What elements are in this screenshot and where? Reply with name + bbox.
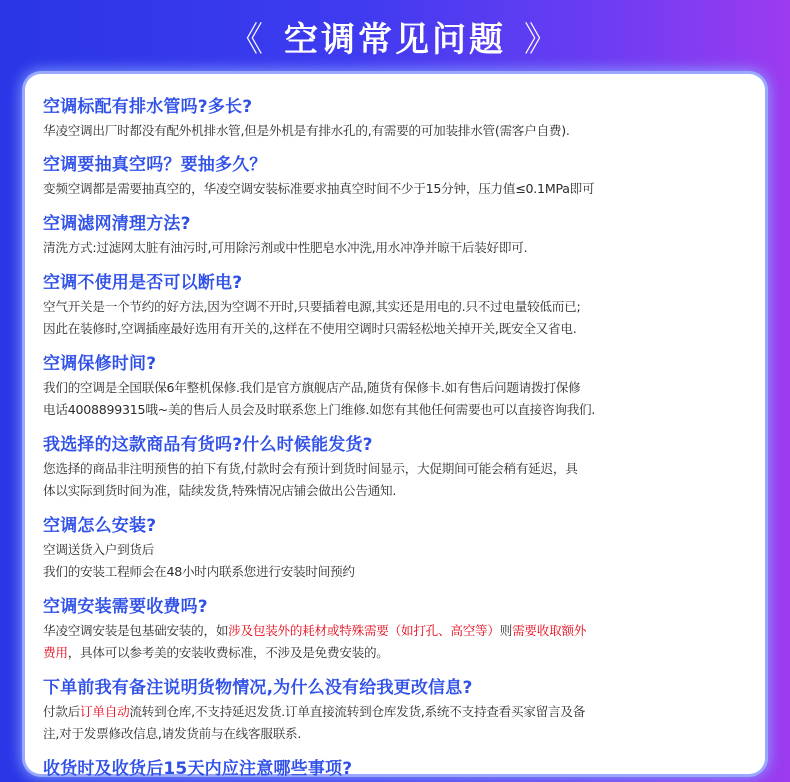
- faq-question: 空调要抽真空吗？要抽多久？: [43, 155, 267, 175]
- faq-answer-line: 注,对于发票修改信息,请发货前与在线客服联系.: [43, 726, 302, 741]
- faq-answer-line: 我们的空调是全国联保6年整机保修.我们是官方旗舰店产品,随货有保修卡.如有售后问题请拨打保修: [43, 380, 581, 395]
- highlight-text: 订单自动: [80, 704, 130, 719]
- faq-answer-line: 空调送货入户到货后: [43, 542, 155, 557]
- faq-item-installation: [43, 513, 747, 583]
- faq-answer-line: 我们的安装工程师会在48小时内联系您进行安装时间预约: [43, 564, 355, 579]
- faq-card: [25, 74, 765, 779]
- faq-item-vacuum: [43, 152, 747, 200]
- answer-text: ，具体可以参考美的安装收费标准，不涉及是免费安装的。: [67, 645, 389, 660]
- faq-item-order-notes: [43, 675, 747, 745]
- faq-question: 空调安装需要收费吗?: [43, 597, 208, 617]
- faq-question: 我选择的这款商品有货吗?什么时候能发货?: [43, 435, 373, 455]
- faq-answer-line: 您选择的商品非注明预售的拍下有货,付款时会有预计到货时间显示，大促期间可能会稍有延迟，具: [43, 461, 578, 476]
- faq-item-installation-fee: [43, 594, 747, 664]
- faq-question: 空调保修时间?: [43, 354, 157, 374]
- faq-answer-line: [43, 642, 747, 664]
- faq-answer-line: 清洗方式:过滤网太脏有油污时,可用除污剂或中性肥皂水冲洗,用水冲净并晾干后装好即可.: [43, 240, 528, 255]
- answer-text: 付款后: [43, 704, 81, 719]
- faq-item-receipt-notes: [43, 756, 747, 782]
- right-bracket: 》: [524, 19, 561, 60]
- faq-question: 空调标配有排水管吗?多长?: [43, 97, 253, 117]
- answer-text: 则: [499, 623, 513, 638]
- faq-item-filter-cleaning: [43, 211, 747, 259]
- faq-item-drain-pipe: [43, 94, 747, 142]
- faq-answer-line: 华凌空调出厂时都没有配外机排水管,但是外机是有排水孔的,有需要的可加装排水管(需客户自费).: [43, 123, 570, 138]
- page-header: [0, 0, 790, 72]
- faq-question: 收货时及收货后15天内应注意哪些事项?: [43, 759, 353, 779]
- faq-answer-line: 因此在装修时,空调插座最好选用有开关的,这样在不使用空调时只需轻松地关掉开关,既安全又省电.: [43, 321, 577, 336]
- faq-question: 空调怎么安装?: [43, 516, 157, 536]
- faq-answer-line: 变频空调都是需要抽真空的，华凌空调安装标准要求抽真空时间不少于15分钟，压力值≤0.1MPa即可: [43, 181, 595, 196]
- faq-question: 空调滤网清理方法?: [43, 214, 191, 234]
- answer-text: 流转到仓库,不支持延迟发货.订单直接流转到仓库发货,系统不支持查看买家留言及备: [129, 704, 586, 719]
- highlight-text: 涉及包装外的耗材或特殊需要（如打孔、高空等）: [228, 623, 500, 638]
- faq-answer-line: 空气开关是一个节约的好方法,因为空调不开时,只要插着电源,其实还是用电的.只不过电量较低而已;: [43, 299, 581, 314]
- highlight-text: 需要收取额外: [512, 623, 587, 638]
- faq-item-stock-shipping: [43, 432, 747, 502]
- faq-item-power-off: [43, 270, 747, 340]
- faq-answer-line: [43, 620, 747, 642]
- faq-item-warranty: [43, 351, 747, 421]
- faq-answer-line: 电话4008899315哦~美的售后人员会及时联系您上门维修.如您有其他任何需要也可以直接咨询我们.: [43, 402, 596, 417]
- faq-answer-line: [43, 701, 747, 723]
- faq-question: 空调不使用是否可以断电?: [43, 273, 243, 293]
- answer-text: 华凌空调安装是包基础安装的，如: [43, 623, 229, 638]
- left-bracket: 《: [229, 19, 266, 60]
- faq-answer-line: 体以实际到货时间为准，陆续发货,特殊情况店铺会做出公告通知.: [43, 483, 397, 498]
- page-title: 空调常见问题: [284, 19, 506, 60]
- highlight-text: 费用: [43, 645, 68, 660]
- faq-question: 下单前我有备注说明货物情况,为什么没有给我更改信息?: [43, 678, 473, 698]
